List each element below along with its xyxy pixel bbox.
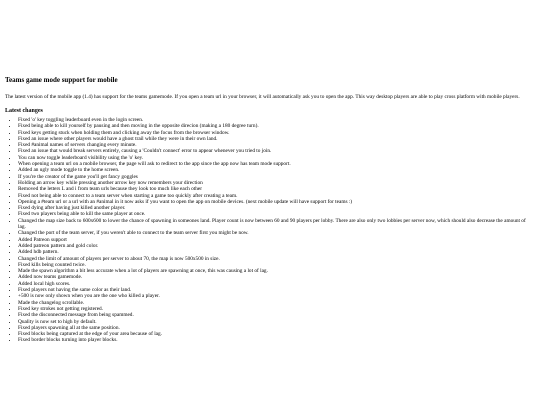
change-item: • Changed the limit of amount of players per server to about 70, the map is now 500x500 in size. bbox=[18, 256, 533, 262]
change-item: • Added an ugly mode toggle to the home screen. bbox=[18, 167, 533, 173]
change-item: • Added local high scores. bbox=[18, 281, 533, 287]
change-item: • Fixed dying after having just killed another player. bbox=[18, 205, 533, 211]
change-item: • Added hdb pattern. bbox=[18, 249, 533, 255]
changes-heading: Latest changes bbox=[5, 108, 43, 114]
change-item: • Made the changelog scrollable. bbox=[18, 300, 533, 306]
change-item: • Fixed players spawning all at the same position. bbox=[18, 325, 533, 331]
change-item: • Opening a #team url or a url with an #animal in it now asks if you want to open the app on mobile devices. (next mobile update will have support for teams :) bbox=[18, 199, 533, 205]
change-item: • Added now teams gamemode. bbox=[18, 274, 533, 280]
changelog-content bbox=[5, 76, 533, 344]
change-item: • Fixed being able to kill yourself by pausing and then moving in the opposite direcion (making a 180 degree turn). bbox=[18, 123, 533, 129]
change-item: • Removed the letters L and i from team urls because they look too much like each other bbox=[18, 186, 533, 192]
change-item: • You can now toggle leaderboard visibility using the 'o' key. bbox=[18, 155, 533, 161]
change-item: • Fixed 'o' key toggling leaderboard even in the login screen. bbox=[18, 117, 533, 123]
change-item: • Holding an arrow key while pressing another arrow key now remembers your direction bbox=[18, 180, 533, 186]
change-item: • Added Patreon support bbox=[18, 237, 533, 243]
page-title: Teams game mode support for mobile bbox=[5, 76, 118, 84]
change-item: • When opening a team url on a mobile browser, the page will ask to redirect to the app since the app now has team mode support. bbox=[18, 161, 533, 167]
change-item: • Fixed blocks being captured at the edge of your area because of lag. bbox=[18, 331, 533, 337]
change-item: • Fixed players not having the same color as their land. bbox=[18, 287, 533, 293]
change-item: • Fixed an issue where other players would have a ghost trail while they were in their own land. bbox=[18, 136, 533, 142]
change-item: • +500 is now only shown when you are the one who killed a player. bbox=[18, 293, 533, 299]
change-item: • Fixed key strokes not getting registered. bbox=[18, 306, 533, 312]
change-item: • Fixed an issue that would break servers entirely, causing a 'Couldn't connect' error to appear whenever you tried to join. bbox=[18, 148, 533, 154]
change-item: • Added patreon pattern and gold color. bbox=[18, 243, 533, 249]
change-item: • Quality is now set to high by default. bbox=[18, 319, 533, 325]
change-item: • Fixed border blocks turning into player blocks. bbox=[18, 337, 533, 343]
change-item: • Fixed two players being able to kill the same player at once. bbox=[18, 211, 533, 217]
changes-list bbox=[5, 117, 533, 344]
change-item: • Fixed keys getting stuck when holding them and clicking away the focus from the browser window. bbox=[18, 130, 533, 136]
change-item: • Fixed #animal names of servers changing every minute. bbox=[18, 142, 533, 148]
change-item: • Changed the map size back to 600x600 to lower the chance of spawning in someones land. Player count is now between 60 and 90 players per lobby. There are also only two lobbies per server now, which should also decrease the amount of lag. bbox=[18, 218, 533, 231]
change-item: • Fixed kills being counted twice. bbox=[18, 262, 533, 268]
change-item: • Changed the port of the team server, if you weren't able to connect to the team server first you might be now. bbox=[18, 230, 533, 236]
change-item: • Made the spawn algorithm a bit less accurate when a lot of players are spawning at once, this was causing a lot of lag. bbox=[18, 268, 533, 274]
intro-paragraph: The latest version of the mobile app (1.4) has support for the teams gamemode. If you open a team url in your browser, it will automatically ask you to open the app. This way desktop players are able to play cross platform with mobile players. bbox=[5, 94, 520, 100]
change-item: • Fixed the disconnected message from being spammed. bbox=[18, 312, 533, 318]
change-item: • Fixed not being able to connect to a team server when starting a game too quickly after creating a team. bbox=[18, 193, 533, 199]
change-item: • If you're the creator of the game you'll get fancy goggles bbox=[18, 174, 533, 180]
